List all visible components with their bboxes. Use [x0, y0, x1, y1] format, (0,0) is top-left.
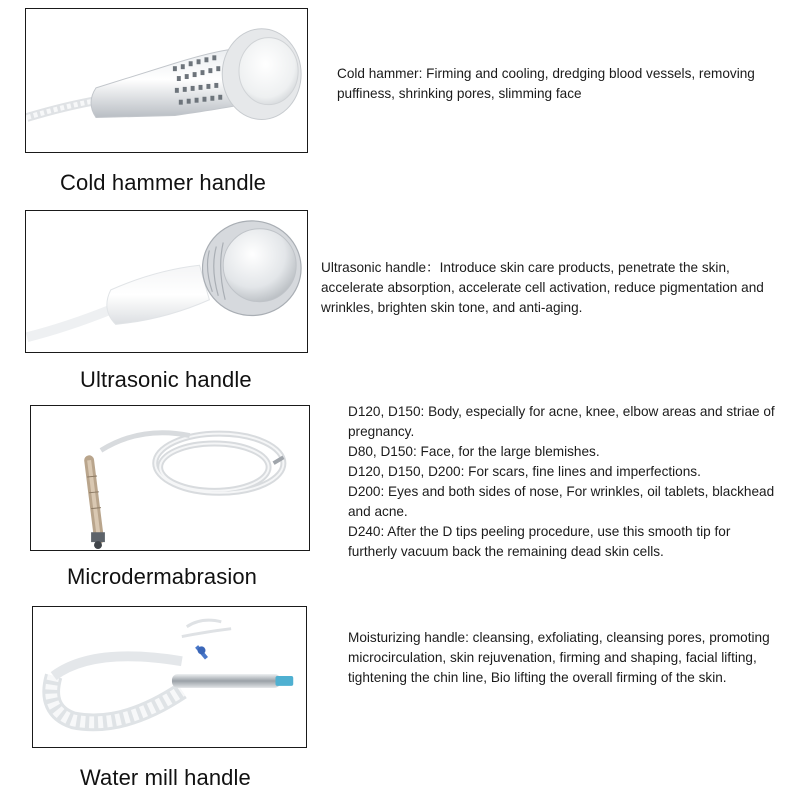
cold-hammer-handle-image [26, 9, 307, 152]
ultrasonic-photo-frame [25, 210, 308, 353]
water-mill-description [348, 628, 776, 688]
microdermabrasion-title: Microdermabrasion [67, 564, 257, 589]
microdermabrasion-description [348, 402, 778, 562]
water-mill-photo-frame [32, 606, 307, 748]
description-line: D240: After the D tips peeling procedure, use this smooth tip for furtherly vacuum back the remaining dead skin cells. [348, 524, 731, 559]
water-mill-title: Water mill handle [80, 765, 251, 790]
ultrasonic-description [321, 258, 783, 318]
microdermabrasion-handle-image [31, 406, 309, 550]
cold-hammer-title: Cold hammer handle [60, 170, 267, 195]
ultrasonic-handle-image [26, 211, 307, 352]
water-mill-handle-image [33, 607, 306, 747]
description-line: D200: Eyes and both sides of nose, For wrinkles, oil tablets, blackhead and acne. [348, 484, 775, 519]
description-line: D80, D150: Face, for the large blemishes. [348, 444, 600, 459]
cold-hammer-photo-frame [25, 8, 308, 153]
description-line: Cold hammer: Firming and cooling, dredging blood vessels, removing puffiness, shrinking pores, slimming face [337, 66, 755, 101]
description-line: Ultrasonic handle：Introduce skin care products, penetrate the skin, accelerate absorption, accelerate cell activation, reduce pigmentation and wrinkles, brighten skin tone, and anti-aging. [321, 260, 764, 315]
ultrasonic-title: Ultrasonic handle [80, 367, 252, 392]
description-line: Moisturizing handle: cleansing, exfoliating, cleansing pores, promoting microcirculation, skin rejuvenation, firming and shaping, facial lifting, tightening the chin line, Bio lifting the overall firming of the skin. [348, 630, 770, 685]
description-line: D120, D150: Body, especially for acne, knee, elbow areas and striae of pregnancy. [348, 404, 775, 439]
description-line: D120, D150, D200: For scars, fine lines and imperfections. [348, 464, 701, 479]
microdermabrasion-photo-frame [30, 405, 310, 551]
cold-hammer-description [337, 64, 767, 104]
